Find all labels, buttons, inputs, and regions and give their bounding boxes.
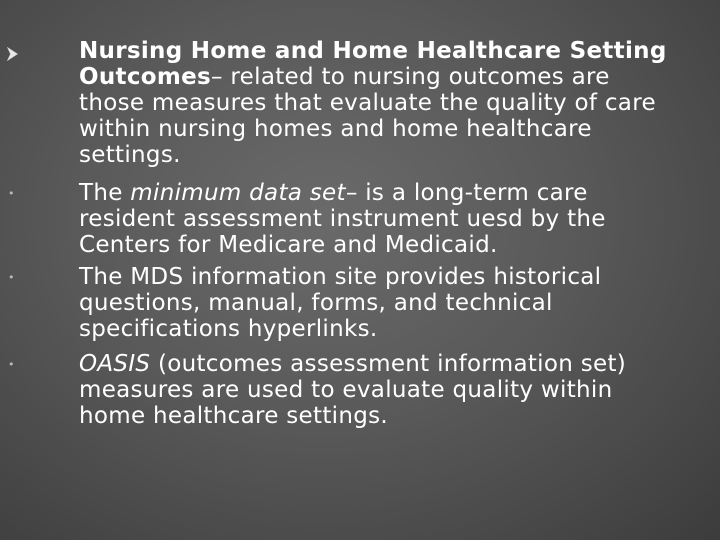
- bullet-term: OASIS: [79, 351, 158, 377]
- dot-bullet-icon: •: [8, 358, 15, 371]
- bullet-body: – is a long-term care resident assessment instrument uesd by the Centers for Medicare and Medicaid.: [79, 180, 606, 258]
- dot-bullet-icon: •: [8, 271, 15, 284]
- bullet-text: [79, 180, 679, 258]
- dot-bullet-icon: •: [8, 187, 15, 200]
- bullet-term: minimum data set: [130, 180, 346, 206]
- arrow-bullet-icon: [7, 47, 18, 61]
- bullet-body: The MDS information site provides historical questions, manual, forms, and technical specifications hyperlinks.: [79, 264, 602, 342]
- bullet-text: [79, 351, 679, 429]
- bullet-text: [79, 38, 679, 168]
- bullet-prefix: The: [79, 180, 131, 206]
- bullet-body: – related to nursing outcomes are those measures that evaluate the quality of care within nursing homes and home healthcare settings.: [79, 64, 656, 168]
- bullet-body: (outcomes assessment information set) measures are used to evaluate quality within home healthcare settings.: [79, 351, 627, 429]
- bullet-text: [79, 264, 679, 342]
- bullet-term: Nursing Home and Home Healthcare Setting Outcomes: [79, 38, 667, 90]
